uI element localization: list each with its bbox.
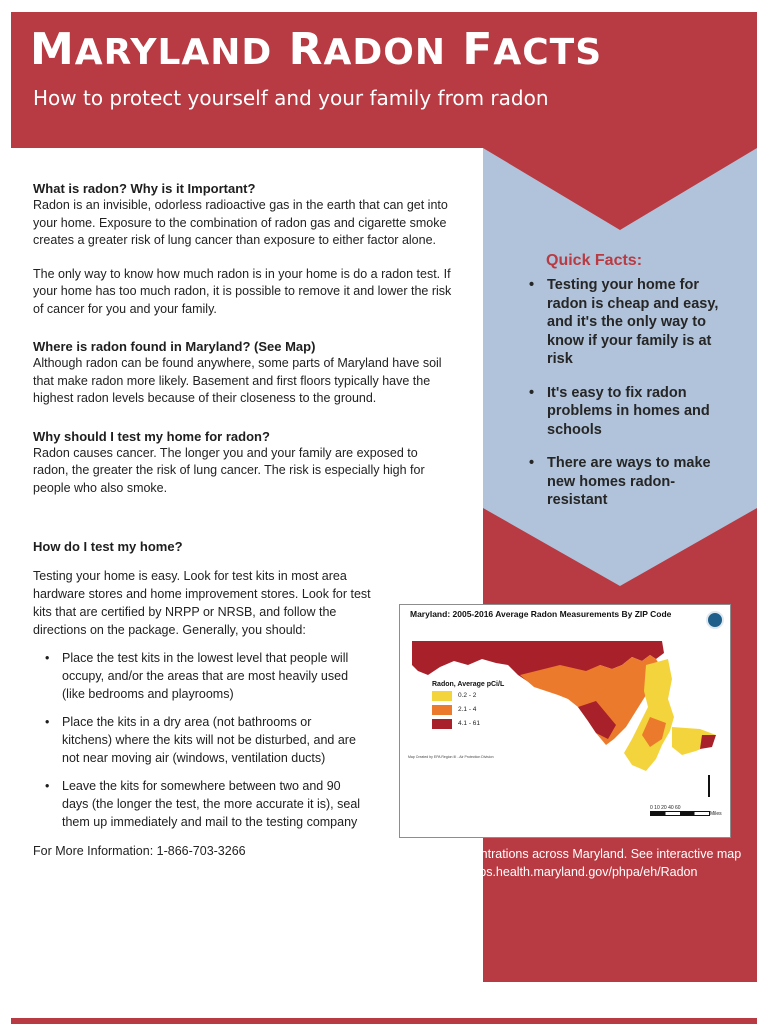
map-caption: Radon concentrations across Maryland. See interactive map at: https://maps.health.maryland.gov/phpa/eh/Radon	[407, 847, 742, 879]
legend-label: 2.1 - 4	[458, 706, 477, 713]
more-info-phone: For More Information: 1-866-703-3266	[33, 844, 246, 858]
epa-logo-icon	[706, 611, 724, 629]
north-arrow-icon	[708, 775, 710, 797]
section-paragraph: The only way to know how much radon is in your home is do a radon test. If your home has too much radon, it is possible to remove it and lower the risk of cancer for you and your family.	[33, 266, 452, 316]
scale-unit: Miles	[710, 811, 722, 817]
page-title: MARYLAND RADON FACTS	[30, 24, 603, 75]
main-content	[33, 180, 453, 497]
legend-swatch	[432, 719, 452, 729]
legend-swatch	[432, 705, 452, 715]
section-paragraph: Although radon can be found anywhere, some parts of Maryland have soil that make radon more likely. Basement and first floors typically have the highest radon levels because of their closeness to the ground.	[33, 356, 442, 405]
step-item: • Place the kits in a dry area (not bathrooms or kitchens) where the kits will not be disturbed, and are not near moving air (windows, ventilation ducts)	[33, 713, 362, 767]
quick-fact-item: • Testing your home for radon is cheap and easy, and it's the only way to know if your family is at risk	[529, 276, 729, 369]
section-heading: Why should I test my home for radon?	[33, 428, 270, 444]
how-to-test-section	[33, 538, 373, 841]
map-credit: Map Created by EPA Region III - Air Protection Division	[408, 755, 494, 759]
section-paragraph: Radon is an invisible, odorless radioactive gas in the earth that can get into your home. Exposure to the combination of radon gas and cigarette smoke creates a greater risk of lung cancer than exposure to either factor alone.	[33, 198, 448, 247]
legend-swatch	[432, 691, 452, 701]
legend-title: Radon, Average pCi/L	[432, 681, 505, 688]
section-heading: How do I test my home?	[33, 539, 183, 554]
quick-fact-item: • There are ways to make new homes radon-resistant	[529, 454, 729, 510]
quick-facts-title: Quick Facts:	[546, 252, 643, 269]
legend-item	[432, 705, 476, 715]
section-heading: What is radon? Why is it Important?	[33, 181, 256, 196]
legend-item	[432, 719, 480, 729]
steps-list	[33, 649, 373, 831]
quick-fact-item: • It's easy to fix radon problems in homes and schools	[529, 384, 729, 440]
step-item: • Leave the kits for somewhere between two and 90 days (the longer the test, the more accurate it is), seal them up immediately and mail to the testing company	[33, 777, 362, 831]
legend-item	[432, 691, 476, 701]
map-scale-bar	[650, 805, 720, 823]
section-paragraph: Radon causes cancer. The longer you and your family are exposed to radon, the greater the risk of lung cancer. The risk is especially high for people who also smoke.	[33, 445, 425, 495]
map-title: Maryland: 2005-2016 Average Radon Measurements By ZIP Code	[410, 609, 672, 619]
legend-label: 4.1 - 61	[458, 720, 481, 727]
section-heading: Where is radon found in Maryland? (See Map)	[33, 339, 316, 354]
scale-bar-graphic	[650, 811, 710, 816]
scale-numbers: 0 10 20 40 60	[650, 805, 681, 811]
section-paragraph: Testing your home is easy. Look for test kits in most area hardware stores and home improvement stores. Look for test kits that are certified by NRPP or NRSB, and follow the directions on the package. Generally, you should:	[33, 569, 371, 637]
page-subtitle: How to protect yourself and your family from radon	[33, 86, 549, 110]
map-region-coast	[700, 735, 716, 749]
quick-facts-list	[529, 276, 729, 525]
legend-label: 0.2 - 2	[458, 692, 477, 699]
radon-map-figure	[399, 604, 731, 838]
step-item: • Place the test kits in the lowest level that people will occupy, and/or the areas that are most heavily used (like bedrooms and playrooms)	[33, 649, 362, 703]
bottom-rule	[11, 1018, 757, 1024]
